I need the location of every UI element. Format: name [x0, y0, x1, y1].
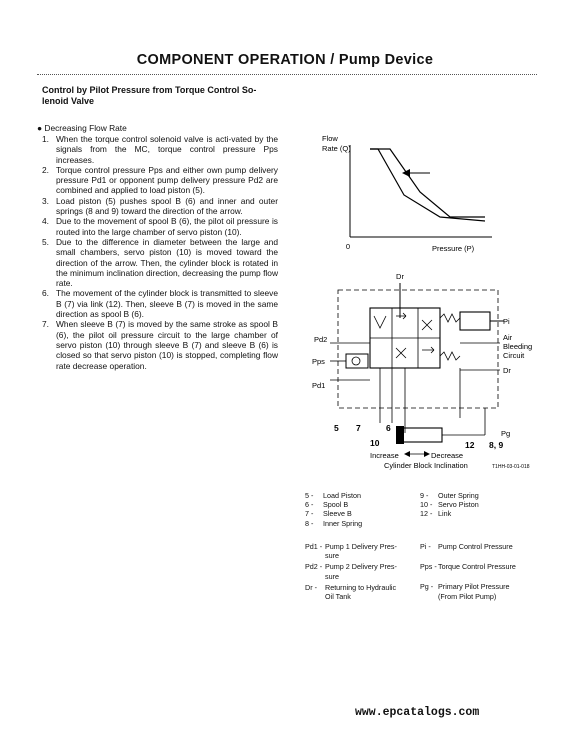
- label-pd2: Pd2: [314, 335, 328, 344]
- label-7: 7: [356, 423, 361, 433]
- graph-arrow-head: [402, 169, 410, 177]
- step-text: Due to the difference in diameter between the large and small chambers, servo piston (10) is moved toward the direction of the arrow. Then, the cylinder block is rotated in the minimum inclination direction, decreasing the pump flow rate.: [56, 236, 278, 289]
- servo-piston: [402, 428, 442, 442]
- label-dr-top: Dr: [396, 272, 404, 281]
- label-10: 10: [370, 438, 380, 448]
- label-pd1: Pd1: [312, 381, 326, 390]
- label-air-2: Bleeding: [503, 342, 533, 351]
- bullet-item: ● Decreasing Flow Rate: [37, 123, 127, 133]
- footer-watermark: www.epcatalogs.com: [355, 706, 480, 719]
- list-item: [42, 288, 278, 319]
- step-number: 5.: [42, 236, 49, 247]
- legend-row: 12 - Link: [420, 509, 452, 519]
- legend-row: 9 - Outer Spring: [420, 491, 479, 500]
- legend-row: Pps -Torque Control Pressure: [420, 562, 516, 572]
- legend-parts-left: [305, 491, 362, 528]
- steps-list: [42, 134, 278, 371]
- graph-ylabel-1: Flow: [322, 134, 338, 143]
- spring-lower: [440, 352, 460, 360]
- section-heading: Control by Pilot Pressure from Torque Control So-lenoid Valve: [42, 85, 257, 106]
- label-decrease: Decrease: [431, 451, 464, 460]
- legend-row: 7 - Sleeve B: [305, 509, 352, 519]
- step-text: When the torque control solenoid valve is acti-vated by the signals from the MC, torque control pressure Pps increases.: [56, 134, 278, 165]
- step-text: When sleeve B (7) is moved by the same stroke as spool B (6), the pilot oil pressure circuit to the large chamber of servo piston (10) through sleeve B (7) and sleeve B (6) is closed so that servo piston (10) is stopped, completing flow rate decrease operation.: [56, 319, 278, 371]
- label-air-1: Air: [503, 333, 513, 342]
- list-item: [42, 216, 278, 237]
- legend-row: 8 - Inner Spring: [305, 518, 363, 528]
- legend-row: 5 - Load Piston: [305, 491, 361, 500]
- legend-row: Pd1 - Pump 1 Delivery Pres- sure: [305, 542, 397, 561]
- legend-row: Dr - Returning to Hydraulic Oil Tank: [305, 582, 397, 602]
- regulator-diagram: [300, 268, 550, 476]
- label-increase: Increase: [370, 451, 399, 460]
- pq-graph: [300, 125, 540, 260]
- legend-row: 10 - Servo Piston: [420, 500, 479, 510]
- bullet-text: Decreasing Flow Rate: [44, 123, 127, 133]
- step-number: 1.: [42, 134, 49, 144]
- curve-lower: [370, 149, 485, 221]
- label-pps: Pps: [312, 357, 325, 366]
- graph-ylabel-2: Rate (Q): [322, 144, 351, 153]
- legend-row: 6 - Spool B: [305, 500, 349, 510]
- curve-upper: [370, 149, 485, 217]
- diagram-caption: Cylinder Block Inclination: [384, 461, 468, 470]
- step-text: Load piston (5) pushes spool B (6) and inner and outer springs (8 and 9) toward the direction of the arrow.: [56, 195, 278, 217]
- legend-ports-left: [305, 542, 415, 601]
- label-pi: Pi: [503, 317, 510, 326]
- label-pg: Pg: [501, 429, 511, 438]
- servo-piston-head: [396, 426, 404, 444]
- legend-row: Pg - Primary Pilot Pressure (From Pilot Pump): [420, 582, 510, 601]
- label-air-3: Circuit: [503, 351, 525, 360]
- list-item: [42, 237, 278, 288]
- step-text: The movement of the cylinder block is transmitted to sleeve B (7) via link (12). Then, sleeve B (7) is moved in the same direction as spool B (6).: [56, 288, 278, 320]
- step-text: Due to the movement of spool B (6), the pilot oil pressure is routed into the large chamber of servo piston (10).: [56, 216, 278, 237]
- page-title: COMPONENT OPERATION / Pump Device: [136, 52, 434, 68]
- step-number: 4.: [42, 216, 49, 227]
- label-12: 12: [465, 440, 475, 450]
- label-5: 5: [334, 423, 339, 433]
- spring-upper: [440, 314, 460, 322]
- legend-parts-right: [420, 491, 479, 519]
- step-number: 2.: [42, 164, 49, 175]
- list-item: [42, 319, 278, 370]
- legend-row: Pi - Pump Control Pressure: [420, 542, 513, 551]
- label-dr-right: Dr: [503, 366, 511, 375]
- graph-origin: 0: [345, 242, 351, 251]
- legend-ports-right: [420, 542, 545, 601]
- servo-block: [460, 312, 490, 330]
- legend-row: Pd2 - Pump 2 Delivery Pres- sure: [305, 562, 397, 581]
- step-number: 7.: [42, 319, 49, 330]
- step-number: 3.: [42, 195, 49, 206]
- list-item: [42, 196, 278, 217]
- step-number: 6.: [42, 288, 49, 299]
- load-piston: [346, 354, 368, 368]
- step-text: Torque control pressure Pps and either own pump delivery pressure Pd1 or opponent pump delivery pressure Pd2 are combined and applied to load piston (5).: [56, 164, 278, 196]
- graph-xlabel: Pressure (P): [432, 244, 475, 253]
- diagram-code: T1HH-03-01-018: [492, 464, 530, 470]
- list-item: [42, 165, 278, 196]
- label-6: 6: [386, 423, 391, 433]
- label-8-9: 8, 9: [489, 440, 504, 450]
- title-rule: [37, 74, 537, 75]
- list-item: [42, 134, 278, 165]
